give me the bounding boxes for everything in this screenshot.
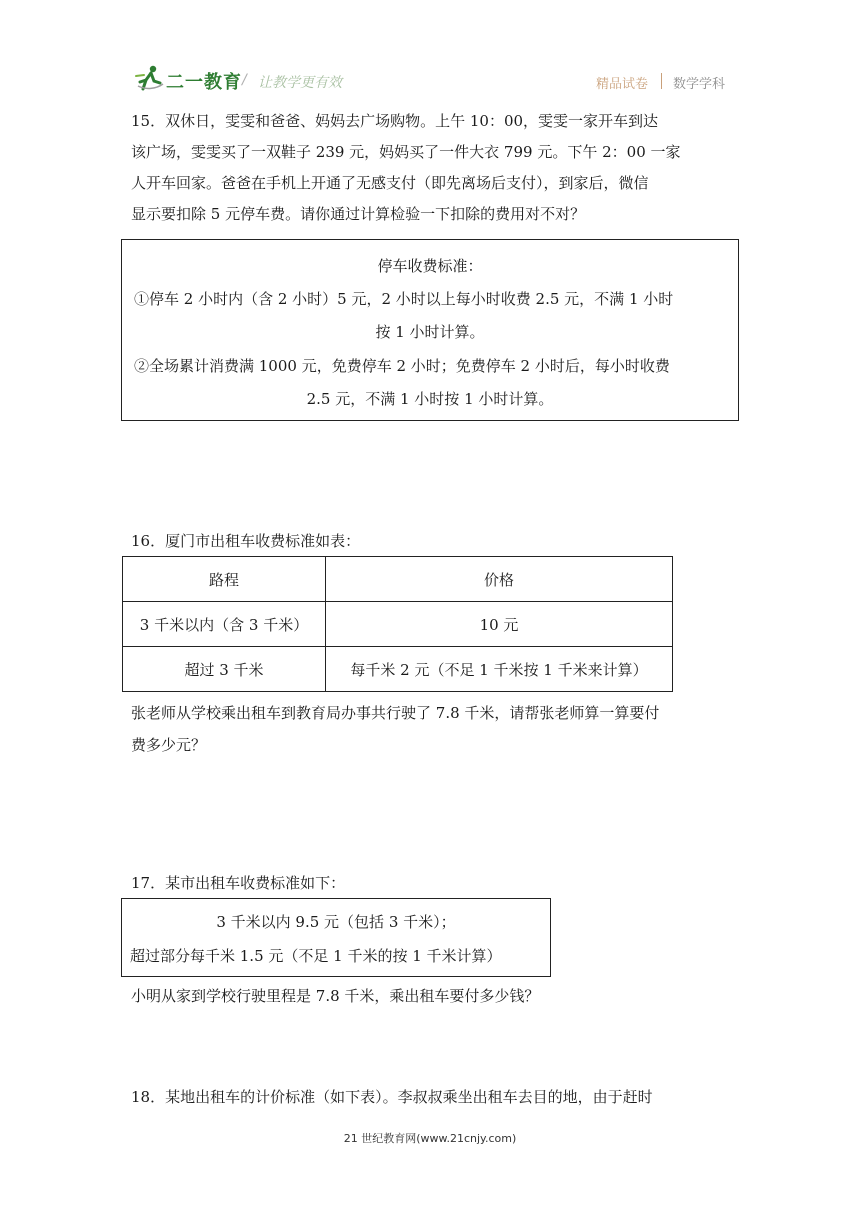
table-header-price: 价格 [326, 557, 673, 602]
fare-table [122, 556, 673, 692]
table-cell: 每千米 2 元（不足 1 千米按 1 千米来计算） [326, 647, 673, 692]
q17-stem: 17．某市出租车收费标准如下： [131, 874, 346, 892]
header-slash: / [242, 72, 247, 88]
q16-question-line-2: 费多少元？ [131, 736, 207, 754]
q18-stem: 18．某地出租车的计价标准（如下表）。李叔叔乘坐出租车去目的地，由于赶时 [131, 1088, 653, 1106]
table-cell: 3 千米以内（含 3 千米） [123, 602, 326, 647]
table-cell: 超过 3 千米 [123, 647, 326, 692]
q15-line-3: 人开车回家。爸爸在手机上开通了无感支付（即先离场后支付），到家后，微信 [131, 174, 649, 192]
q15-line-1: 15．双休日，雯雯和爸爸、妈妈去广场购物。上午 10：00，雯雯一家开车到达 [131, 112, 659, 130]
parking-rules-box [121, 239, 739, 421]
page-footer: 21 世纪教育网(www.21cnjy.com) [343, 1132, 517, 1145]
taxi-rule-line-2: 超过部分每千米 1.5 元（不足 1 千米的按 1 千米计算） [130, 947, 502, 965]
taxi-rule-line-1: 3 千米以内 9.5 元（包括 3 千米）； [216, 913, 456, 931]
parking-rules-title: 停车收费标准： [377, 257, 483, 275]
q16-question-line-1: 张老师从学校乘出租车到教育局办事共行驶了 7.8 千米，请帮张老师算一算要付 [131, 704, 660, 722]
q16-stem: 16．厦门市出租车收费标准如表： [131, 532, 361, 550]
header-tag-subject: 数学学科 [673, 77, 726, 92]
parking-rule-1a: ①停车 2 小时内（含 2 小时）5 元，2 小时以上每小时收费 2.5 元，不满 1 小时 [134, 290, 674, 308]
q15-line-2: 该广场，雯雯买了一双鞋子 239 元，妈妈买了一件大衣 799 元。下午 2：00 一家 [131, 143, 681, 161]
table-header-distance: 路程 [123, 557, 326, 602]
table-header-row [123, 557, 673, 602]
table-row [123, 647, 673, 692]
taxi-rules-box [121, 898, 551, 977]
header-slogan: 让教学更有效 [258, 75, 342, 91]
table-cell: 10 元 [326, 602, 673, 647]
parking-rule-2a: ②全场累计消费满 1000 元，免费停车 2 小时；免费停车 2 小时后，每小时收费 [134, 357, 670, 375]
header-divider [661, 73, 662, 89]
parking-rule-1b: 按 1 小时计算。 [375, 323, 485, 341]
header-tag-premium: 精品试卷 [596, 77, 649, 92]
q15-line-4: 显示要扣除 5 元停车费。请你通过计算检验一下扣除的费用对不对？ [131, 205, 586, 223]
parking-rule-2b: 2.5 元，不满 1 小时按 1 小时计算。 [306, 390, 554, 408]
logo-text: 二一教育 [166, 72, 242, 93]
table-row [123, 602, 673, 647]
q17-question: 小明从家到学校行驶里程是 7.8 千米，乘出租车要付多少钱？ [131, 987, 540, 1005]
logo-icon [134, 64, 164, 92]
